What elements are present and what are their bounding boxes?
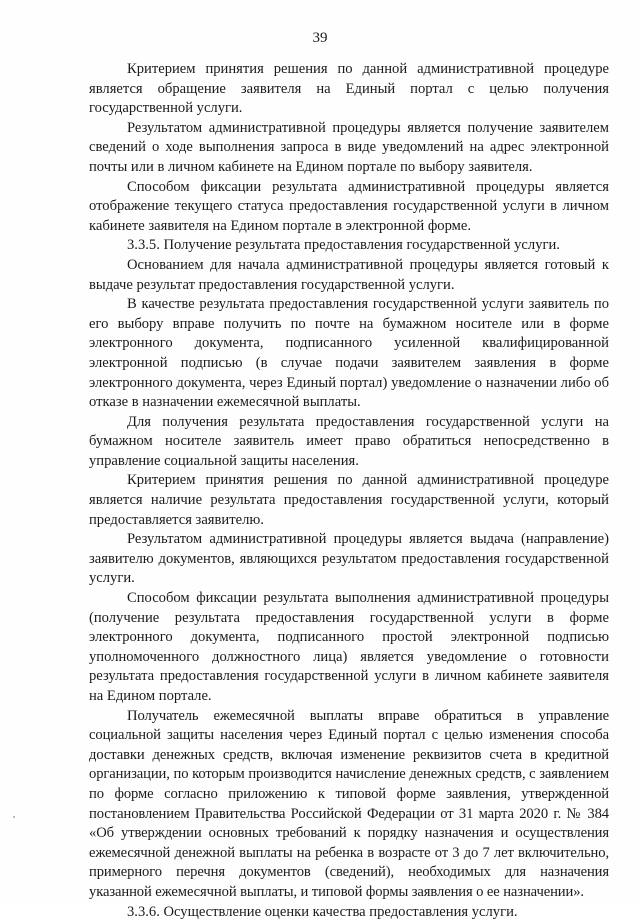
paragraph-basis-ready-result: Основанием для начала административной процедуры является готовый к выдаче результат предоставления государственной услуги.: [89, 256, 609, 293]
section-heading-3-3-6: 3.3.6. Осуществление оценки качества предоставления услуги.: [127, 903, 518, 920]
paragraph-recipient-change-delivery: Получатель ежемесячной выплаты вправе обратиться в управление социальной защиты населения через Единый портал с целью изменения способа доставки денежных средств, включая изменение реквизитов счета в кредитной организации, по которым производится начисление денежных средств, с заявлением по форме согласно приложению к типовой форме заявления, утвержденной постановлением Правительства Российской Федерации от 31 марта 2020 г. № 384 «Об утверждении основных требований к порядку назначения и осуществления ежемесячной денежной выплаты на ребенка в возрасте от 3 до 7 лет включительно, примерного перечня документов (сведений), необходимых для назначения указанной ежемесячной выплаты, и типовой формы заявления о ее назначении».: [89, 707, 609, 900]
paragraph-result-notifications: Результатом административной процедуры является получение заявителем сведений о ходе выполнения запроса в виде уведомлений на адрес электронной почты или в личном кабинете на Едином портале по выбору заявителя.: [89, 119, 609, 175]
paragraph-result-delivery-options: В качестве результата предоставления государственной услуги заявитель по его выбору вправе получить по почте на бумажном носителе или в форме электронного документа, подписанного усиленной квалифицированной электронной подписью (в случае подачи заявителем заявления в форме электронного документа, через Единый портал) уведомление о назначении либо об отказе в назначении ежемесячной выплаты.: [89, 296, 609, 411]
paragraph-fixation-readiness: Способом фиксации результата выполнения административной процедуры (получение результата предоставления государственной услуги в форме электронного документа, подписанного простой электронной подписью уполномоченного должностного лица) является уведомление о готовности результата предоставления государственной услуги в личном кабинете заявителя на Едином портале.: [89, 590, 609, 704]
scan-artifact: [13, 816, 15, 818]
paragraph-result-issuance: Результатом административной процедуры является выдача (направление) заявителю документов, являющихся результатом предоставления государственной услуги.: [89, 531, 609, 587]
paragraph-paper-result: Для получения результата предоставления государственной услуги на бумажном носителе заявитель имеет право обратиться непосредственно в управление социальной защиты населения.: [89, 413, 609, 469]
section-heading-3-3-5: 3.3.5. Получение результата предоставления государственной услуги.: [127, 237, 560, 254]
document-body: [89, 60, 609, 922]
paragraph-criterion-portal: Критерием принятия решения по данной административной процедуре является обращение заявителя на Единый портал с целью получения государственной услуги.: [89, 61, 609, 117]
paragraph-fixation-status: Способом фиксации результата административной процедуры является отображение текущего статуса предоставления государственной услуги в личном кабинете заявителя на Едином портале в электронной форме.: [89, 178, 609, 234]
paragraph-criterion-result-available: Критерием принятия решения по данной административной процедуре является наличие результата предоставления государственной услуги, который предоставляется заявителю.: [89, 472, 609, 528]
page-number: 39: [312, 30, 328, 46]
